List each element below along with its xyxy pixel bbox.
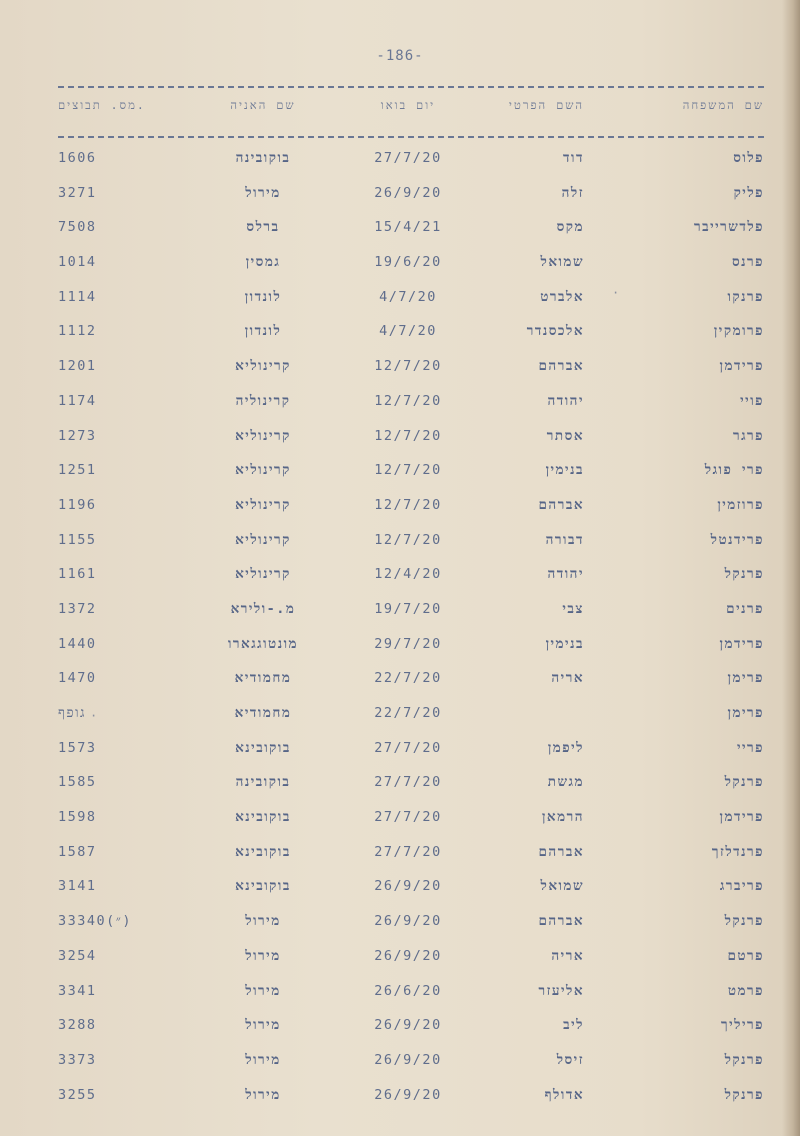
- row-family-name: פרנקל: [724, 566, 764, 583]
- row-first-name: יהודה: [547, 392, 584, 409]
- row-place: לונדון: [244, 288, 282, 305]
- row-place: קרינוליא: [235, 496, 291, 513]
- row-first-name: אדולף: [544, 1086, 584, 1103]
- row-certificate-number: 7508: [58, 219, 97, 236]
- row-place: לונדון: [244, 323, 282, 340]
- row-family-name: פרנים: [726, 600, 764, 617]
- row-place: מירול: [245, 982, 281, 999]
- row-arrival-date: 12/4/20: [374, 566, 442, 583]
- row-certificate-number: 1440: [58, 635, 97, 652]
- row-place: קרינוליא: [235, 358, 291, 375]
- table-row: [58, 975, 764, 1010]
- row-arrival-date: 26/9/20: [374, 1051, 442, 1068]
- row-family-name: פרנס: [731, 254, 764, 271]
- row-first-name: שמואל: [540, 254, 584, 271]
- row-family-name: פליק: [733, 184, 764, 201]
- row-first-name: מקס: [556, 219, 584, 236]
- row-place: מ.-ולירא: [230, 600, 296, 617]
- row-place: בוקובינה: [235, 150, 291, 166]
- row-first-name: אריה: [551, 670, 584, 687]
- row-first-name: הרמאן: [541, 809, 584, 826]
- row-arrival-date: 27/7/20: [374, 739, 442, 756]
- row-certificate-number: 1201: [58, 358, 97, 375]
- table-row: [58, 246, 764, 281]
- page-number: -186-: [376, 48, 424, 64]
- row-arrival-date: 4/7/20: [379, 323, 437, 340]
- row-certificate-number: 3341: [58, 982, 97, 999]
- row-certificate-number: 3254: [58, 947, 97, 964]
- page-edge-shadow: [782, 0, 800, 1136]
- table-row: [58, 836, 764, 871]
- row-arrival-date: 12/7/20: [374, 496, 442, 513]
- row-first-name: דבורה: [545, 531, 584, 548]
- row-certificate-number: 1470: [58, 670, 97, 687]
- ink-mark: ·: [90, 709, 98, 723]
- table-row: [58, 940, 764, 975]
- row-arrival-date: 12/7/20: [374, 462, 442, 479]
- row-arrival-date: 4/7/20: [379, 288, 437, 305]
- table-row: [58, 662, 764, 697]
- row-certificate-number: 3373: [58, 1051, 97, 1068]
- header-arrival-date: יום בואו: [380, 98, 436, 112]
- table-row: [58, 211, 764, 246]
- header-first-name: השם הפרטי: [508, 98, 584, 112]
- row-family-name: פרידמן: [719, 358, 764, 375]
- table-body: [58, 142, 764, 1113]
- row-arrival-date: 27/7/20: [374, 774, 442, 791]
- row-first-name: בנימין: [545, 635, 584, 652]
- row-first-name: אלברט: [540, 288, 584, 305]
- row-first-name: שמואל: [540, 878, 584, 895]
- row-arrival-date: 27/7/20: [374, 809, 442, 826]
- row-family-name: פרוזמין: [717, 496, 764, 513]
- table-row: [58, 593, 764, 628]
- row-first-name: בנימין: [545, 462, 584, 479]
- row-arrival-date: 26/9/20: [374, 184, 442, 201]
- row-first-name: צבי: [562, 600, 584, 617]
- row-place: מחמודיא: [234, 670, 292, 687]
- row-arrival-date: 26/9/20: [374, 913, 442, 930]
- row-certificate-number: 1114: [58, 288, 97, 305]
- row-place: בוקובינא: [235, 878, 291, 895]
- row-family-name: פרימן: [727, 670, 764, 687]
- table-header: [58, 94, 764, 120]
- row-first-name: זיסל: [556, 1051, 584, 1068]
- table-row: [58, 697, 764, 732]
- table-row: [58, 801, 764, 836]
- row-arrival-date: 26/9/20: [374, 947, 442, 964]
- row-arrival-date: 26/9/20: [374, 1086, 442, 1103]
- row-first-name: אריה: [551, 947, 584, 964]
- row-first-name: זלה: [561, 184, 584, 201]
- row-place: ברלס: [246, 219, 280, 236]
- row-family-name: פרימן: [727, 705, 764, 721]
- row-certificate-number: 1273: [58, 427, 97, 444]
- row-first-name: אסתר: [546, 427, 584, 444]
- table-row: [58, 766, 764, 801]
- table-row: [58, 315, 764, 350]
- row-place: מונטוגגארו: [227, 635, 299, 652]
- table-row: [58, 524, 764, 559]
- row-certificate-number: 1196: [58, 496, 97, 513]
- row-place: מירול: [245, 1086, 281, 1103]
- row-place: קרינוליא: [235, 427, 291, 444]
- row-family-name: פרידנטל: [710, 531, 764, 548]
- row-arrival-date: 19/7/20: [374, 600, 442, 617]
- row-certificate-number: 1112: [58, 323, 97, 340]
- row-first-name: אברהם: [538, 843, 584, 860]
- row-family-name: פרנקל: [724, 1051, 764, 1068]
- row-family-name: פויי: [740, 392, 764, 409]
- row-certificate-number: 3288: [58, 1017, 97, 1034]
- row-arrival-date: 27/7/20: [374, 843, 442, 860]
- table-row: [58, 385, 764, 420]
- row-family-name: פרידמן: [719, 809, 764, 826]
- row-first-name: דוד: [563, 150, 584, 166]
- header-place: שם האניה: [230, 98, 296, 112]
- row-arrival-date: 26/9/20: [374, 878, 442, 895]
- row-arrival-date: 19/6/20: [374, 254, 442, 271]
- row-certificate-number: 1155: [58, 531, 97, 548]
- row-place: בוקובינה: [235, 774, 291, 791]
- row-place: מירול: [245, 1051, 281, 1068]
- row-place: בוקובינא: [235, 843, 291, 860]
- row-family-name: פרומקין: [713, 323, 764, 340]
- row-first-name: אברהם: [538, 358, 584, 375]
- row-family-name: פרי פוגל: [704, 462, 764, 479]
- row-place: קרינוליה: [235, 392, 291, 409]
- row-certificate-number: 3255: [58, 1086, 97, 1103]
- header-top-rule: [58, 86, 764, 88]
- table-row: [58, 1009, 764, 1044]
- row-place: בוקובינא: [235, 809, 291, 826]
- row-arrival-date: 22/7/20: [374, 670, 442, 687]
- row-arrival-date: 22/7/20: [374, 705, 442, 721]
- row-first-name: אלכסנדר: [526, 323, 584, 340]
- row-family-name: פרנקל: [724, 913, 764, 930]
- row-first-name: ליב: [563, 1017, 584, 1034]
- row-arrival-date: 26/6/20: [374, 982, 442, 999]
- row-certificate-number: 1587: [58, 843, 97, 860]
- row-first-name: אליעזר: [538, 982, 584, 999]
- row-arrival-date: 12/7/20: [374, 358, 442, 375]
- row-certificate-number: 1598: [58, 809, 97, 826]
- table-row: [58, 350, 764, 385]
- row-first-name: אברהם: [538, 913, 584, 930]
- row-place: מירול: [245, 184, 281, 201]
- row-certificate-number: 1585: [58, 774, 97, 791]
- header-family-name: שם המשפחה: [682, 98, 764, 112]
- ink-mark: ·: [612, 286, 620, 300]
- row-certificate-number: 33340(״): [58, 913, 133, 930]
- row-family-name: פרנקו: [727, 288, 764, 305]
- row-first-name: אברהם: [538, 496, 584, 513]
- table-row: [58, 1044, 764, 1079]
- table-row: [58, 142, 764, 177]
- row-certificate-number: 1606: [58, 150, 97, 166]
- row-family-name: פלדשרייבר: [693, 219, 764, 236]
- row-first-name: יהודה: [547, 566, 584, 583]
- row-certificate-number: 1174: [58, 392, 97, 409]
- table-row: [58, 905, 764, 940]
- table-row: [58, 628, 764, 663]
- row-family-name: פריי: [736, 739, 764, 756]
- row-family-name: פרגר: [732, 427, 764, 444]
- row-family-name: פרנקל: [724, 774, 764, 791]
- row-place: מירול: [245, 913, 281, 930]
- row-certificate-number: 1014: [58, 254, 97, 271]
- row-family-name: פרנקל: [724, 1086, 764, 1103]
- row-family-name: פרמט: [727, 982, 764, 999]
- row-arrival-date: 15/4/21: [374, 219, 442, 236]
- row-arrival-date: 12/7/20: [374, 531, 442, 548]
- row-family-name: פריליך: [720, 1017, 764, 1034]
- row-arrival-date: 29/7/20: [374, 635, 442, 652]
- row-family-name: פלוס: [733, 150, 764, 166]
- row-certificate-number: 1573: [58, 739, 97, 756]
- table-row: [58, 454, 764, 489]
- row-first-name: מגשת: [547, 774, 584, 791]
- row-place: מחמודיא: [234, 705, 292, 721]
- row-place: בוקובינא: [235, 739, 291, 756]
- row-arrival-date: 27/7/20: [374, 150, 442, 166]
- row-place: מירול: [245, 947, 281, 964]
- row-place: מירול: [245, 1017, 281, 1034]
- table-row: [58, 281, 764, 316]
- row-place: גמסין: [245, 254, 281, 271]
- row-certificate-number: גופף: [58, 705, 86, 721]
- row-certificate-number: 1161: [58, 566, 97, 583]
- row-arrival-date: 12/7/20: [374, 392, 442, 409]
- row-first-name: ליפמן: [547, 739, 584, 756]
- row-place: קרינוליא: [235, 566, 291, 583]
- row-place: קרינוליא: [235, 531, 291, 548]
- row-certificate-number: 3271: [58, 184, 97, 201]
- row-arrival-date: 26/9/20: [374, 1017, 442, 1034]
- row-certificate-number: 3141: [58, 878, 97, 895]
- row-certificate-number: 1372: [58, 600, 97, 617]
- header-certificate-number: מס. תבוצים.: [58, 98, 146, 112]
- header-bottom-rule: [58, 136, 764, 138]
- row-family-name: פרידמן: [719, 635, 764, 652]
- table-row: [58, 870, 764, 905]
- row-family-name: פרנדלזך: [711, 843, 764, 860]
- row-family-name: פרטם: [727, 947, 764, 964]
- table-row: [58, 558, 764, 593]
- row-arrival-date: 12/7/20: [374, 427, 442, 444]
- row-certificate-number: 1251: [58, 462, 97, 479]
- table-row: [58, 420, 764, 455]
- row-family-name: פריברג: [719, 878, 764, 895]
- table-row: [58, 489, 764, 524]
- table-row: [58, 1079, 764, 1114]
- table-row: [58, 177, 764, 212]
- row-place: קרינוליא: [235, 462, 291, 479]
- table-row: [58, 732, 764, 767]
